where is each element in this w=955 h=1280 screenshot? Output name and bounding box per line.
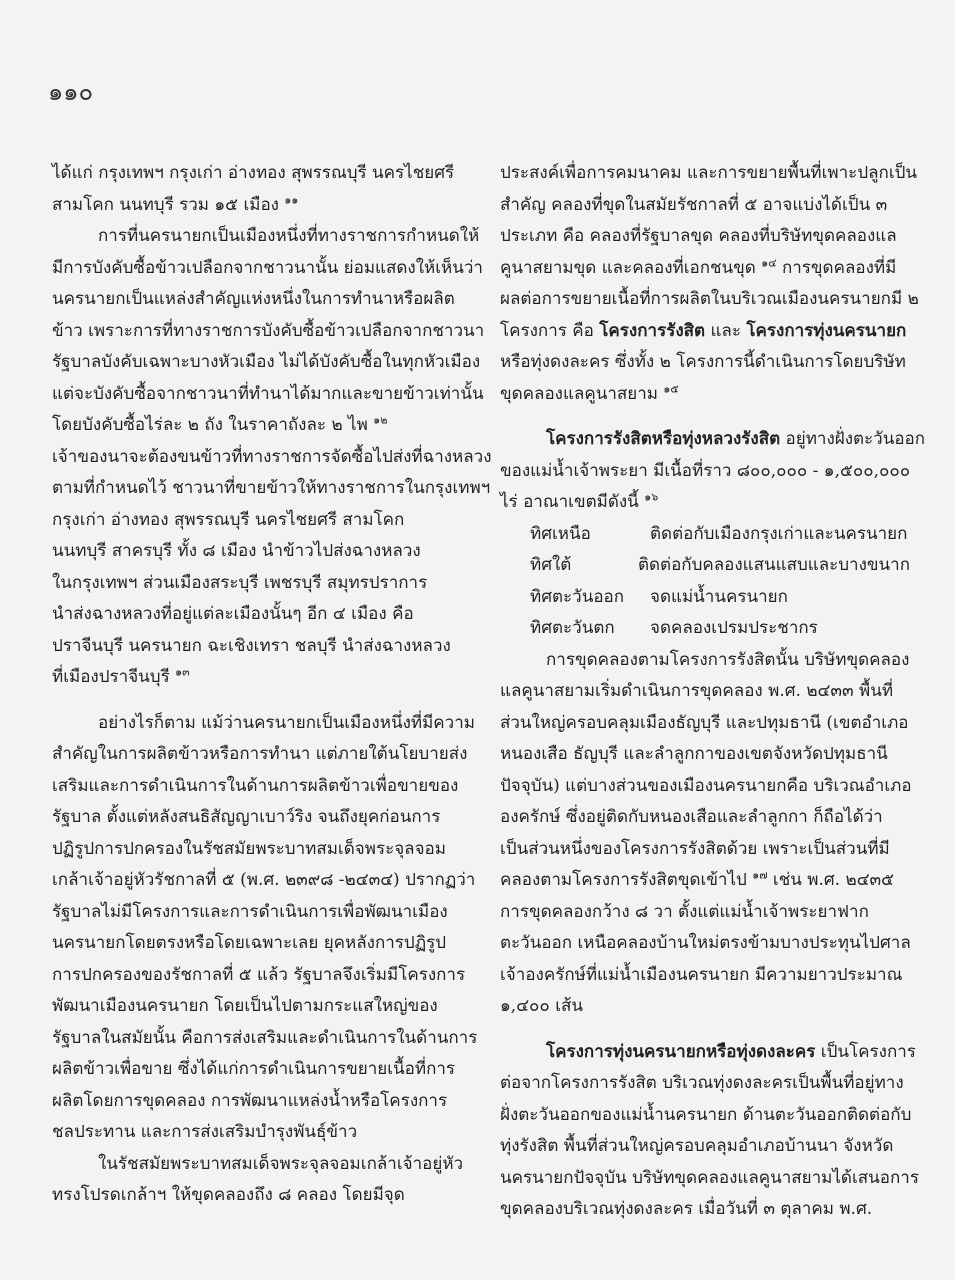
line-text: ในรัชสมัยพระบาทสมเด็จพระจุลจอมเกล้าเจ้าอยู่หัว xyxy=(98,1153,464,1174)
text-line xyxy=(52,253,483,285)
text-line xyxy=(500,190,910,222)
line-text: ทรงโปรดเกล้าฯ ให้ขุดคลองถึง ๘ คลอง โดยมีจุด xyxy=(52,1185,405,1205)
text-line xyxy=(500,928,910,960)
boundary-description: ติดต่อกับคลองแสนแสบและบางขนาก xyxy=(637,555,910,575)
line-text: นครนายกปัจจุบัน บริษัทขุดคลองแลคูนาสยามได้เสนอการ xyxy=(500,1167,919,1188)
project-line xyxy=(500,316,910,348)
line-text: รัฐบาลบังคับเฉพาะบางหัวเมือง ไม่ได้บังคับซื้อในทุกหัวเมือง xyxy=(52,352,481,372)
line-text: ของแม่น้ำเจ้าพระยา มีเนื้อที่ราว ๘๐๐,๐๐๐ - ๑,๕๐๐,๐๐๐ xyxy=(500,460,911,481)
line-text: ชลประทาน และการส่งเสริมบำรุงพันธุ์ข้าว xyxy=(52,1122,358,1142)
line-text: ข้าว เพราะการที่ทางราชการบังคับซื้อข้าวเปลือกจากชาวนา xyxy=(52,320,485,341)
text-line xyxy=(52,739,468,771)
line-text: ประสงค์เพื่อการคมนาคม และการขยายพื้นที่เพาะปลูกเป็น xyxy=(500,163,918,183)
line-text-after: เช่น พ.ศ. ๒๔๓๕ xyxy=(767,870,895,890)
text-line xyxy=(52,190,462,222)
page-number: ๑๑๐ xyxy=(48,78,94,106)
footnote-marker: ๑๖ xyxy=(644,490,659,504)
line-text: รัฐบาลไม่มีโครงการและการดำเนินการเพื่อพัฒนาเมือง xyxy=(52,901,448,922)
nakhon-heading-rest: เป็นโครงการ xyxy=(815,1041,916,1062)
text-line xyxy=(500,708,910,740)
text-line xyxy=(52,221,480,253)
line-text: เจ้าของนาจะต้องขนข้าวที่ทางราชการจัดซื้อไปส่งที่ฉางหลวง xyxy=(52,446,492,467)
line-text: องครักษ์ ซึ่งอยู่ติดกับหนองเสือและลำลูกกา ก็ถือได้ว่า xyxy=(500,807,883,827)
line-text: ทุ่งรังสิต พื้นที่ส่วนใหญ่ครอบคลุมอำเภอบ้านนา จังหวัด xyxy=(500,1136,894,1156)
text-line xyxy=(52,1149,462,1181)
line-text: ขุดคลองบริเวณทุ่งดงละคร เมื่อวันที่ ๓ ตุลาคม พ.ศ. xyxy=(500,1199,873,1219)
rangsit-heading-rest: อยู่ทางฝั่งตะวันออก xyxy=(780,429,926,449)
boundary-direction: ทิศใต้ xyxy=(530,555,572,575)
boundary-description: จดคลองเปรมประชากร xyxy=(650,618,818,638)
rangsit-heading-title: โครงการรังสิตหรือทุ่งหลวงรังสิต xyxy=(546,429,781,449)
text-line xyxy=(500,645,910,677)
text-line xyxy=(500,676,910,708)
line-text: ส่วนใหญ่ครอบคลุมเมืองธัญบุรี และปทุมธานี (เขตอำเภอ xyxy=(500,712,909,733)
boundary-row xyxy=(500,582,910,614)
line-text: นครนายกโดยตรงหรือโดยเฉพาะเลย ยุคหลังการปฏิรูป xyxy=(52,933,447,953)
text-line xyxy=(52,928,462,960)
line-text: คูนาสยามขุด และคลองที่เอกชนขุด xyxy=(500,257,756,278)
text-line xyxy=(52,442,492,474)
text-line xyxy=(500,158,918,190)
line-text: ในกรุงเทพฯ ส่วนเมืองสระบุรี เพชรบุรี สมุทรปราการ xyxy=(52,572,428,593)
text-line xyxy=(52,410,462,442)
boundary-row xyxy=(500,550,910,582)
line-text: ฝั่งตะวันออกของแม่น้ำนครนายก ด้านตะวันออกติดต่อกับ xyxy=(500,1104,912,1125)
text-line xyxy=(52,960,466,992)
text-line xyxy=(500,456,910,488)
text-line xyxy=(52,379,484,411)
line-text-after: การขุดคลองที่มี xyxy=(776,257,897,278)
text-line xyxy=(500,865,910,897)
line-text: รัฐบาลในสมัยนั้น คือการส่งเสริมและดำเนินการในด้านการ xyxy=(52,1027,478,1048)
text-line xyxy=(52,568,462,600)
text-line xyxy=(52,802,462,834)
text-line xyxy=(500,379,910,411)
footnote-marker: ๑๔ xyxy=(761,255,777,269)
line-text: การขุดคลองตามโครงการรังสิตนั้น บริษัทขุดคลอง xyxy=(546,649,910,670)
boundary-row xyxy=(500,613,910,645)
text-line xyxy=(500,253,910,285)
text-line xyxy=(52,536,462,568)
project-line-mid: และ xyxy=(705,320,747,341)
line-text: การปกครองของรัชกาลที่ ๕ แล้ว รัฐบาลจึงเริ่มมีโครงการ xyxy=(52,964,466,985)
text-line xyxy=(52,347,481,379)
line-text: คลองตามโครงการรังสิตขุดเข้าไป xyxy=(500,870,747,890)
text-line xyxy=(52,158,462,190)
line-text: แต่จะบังคับซื้อจากชาวนาที่ทำนาได้มากและขายข้าวเท่านั้น xyxy=(52,383,484,404)
line-text: ไร่ อาณาเขตมีดังนี้ xyxy=(500,492,639,512)
nakhon-heading xyxy=(500,1037,916,1069)
line-text: รัฐบาล ตั้งแต่หลังสนธิสัญญาเบาว์ริง จนถึงยุคก่อนการ xyxy=(52,807,441,827)
line-text: ปฏิรูปการปกครองในรัชสมัยพระบาทสมเด็จพระจุลจอม xyxy=(52,838,446,859)
line-text: นครนายกเป็นแหล่งสำคัญแห่งหนึ่งในการทำนาหรือผลิต xyxy=(52,289,455,309)
boundary-direction: ทิศตะวันตก xyxy=(530,618,615,638)
text-line xyxy=(500,1131,910,1163)
line-text: ประเภท คือ คลองที่รัฐบาลขุด คลองที่บริษัทขุดคลองแล xyxy=(500,226,897,246)
line-text: ปราจีนบุรี นครนายก ฉะเชิงเทรา ชลบุรี นำส่งฉางหลวง xyxy=(52,635,451,656)
text-line xyxy=(500,1163,919,1195)
text-line xyxy=(52,1180,462,1212)
line-text: สำคัญ คลองที่ขุดในสมัยรัชกาลที่ ๕ อาจแบ่งได้เป็น ๓ xyxy=(500,194,888,215)
line-text: แลคูนาสยามเริ่มดำเนินการขุดคลอง พ.ศ. ๒๔๓๓ พื้นที่ xyxy=(500,681,894,701)
line-text: พัฒนาเมืองนครนายก โดยเป็นไปตามกระแสใหญ่ของ xyxy=(52,996,438,1016)
line-text: ผลิตข้าวเพื่อขาย ซึ่งได้แก่การดำเนินการขยายเนื้อที่การ xyxy=(52,1059,456,1079)
text-line xyxy=(500,960,910,992)
line-text: เป็นส่วนหนึ่งของโครงการรังสิตด้วย เพราะเป็นส่วนที่มี xyxy=(500,838,890,859)
line-text: ขุดคลองแลคูนาสยาม xyxy=(500,383,658,404)
line-text: ที่เมืองปราจีนบุรี xyxy=(52,667,170,687)
text-line xyxy=(52,473,491,505)
line-text: ปัจจุบัน) แต่บางส่วนของเมืองนครนายกคือ บริเวณอำเภอ xyxy=(500,775,912,796)
line-text: ผลิตโดยการขุดคลอง การพัฒนาแหล่งน้ำหรือโครงการ xyxy=(52,1090,448,1111)
text-line xyxy=(52,708,475,740)
line-text: อย่างไรก็ตาม แม้ว่านครนายกเป็นเมืองหนึ่งที่มีความ xyxy=(98,712,475,733)
right-column xyxy=(500,158,926,1226)
line-text: ตะวันออก เหนือคลองบ้านใหม่ตรงข้ามบางประทุนไปศาล xyxy=(500,933,911,953)
line-text: ต่อจากโครงการรังสิต บริเวณทุ่งดงละครเป็นพื้นที่อยู่ทาง xyxy=(500,1073,904,1093)
line-text: โดยบังคับซื้อไร่ละ ๒ ถัง ในราคาถังละ ๒ ไพ xyxy=(52,415,368,435)
text-line xyxy=(52,284,462,316)
text-line xyxy=(500,347,910,379)
line-text: เจ้าองครักษ์ที่แม่น้ำเมืองนครนายก มีความยาวประมาณ xyxy=(500,964,903,985)
text-line xyxy=(52,865,476,897)
boundary-direction: ทิศตะวันออก xyxy=(530,586,625,607)
text-line xyxy=(500,487,910,519)
footnote-marker: ๑๓ xyxy=(175,665,190,679)
line-text: นำส่งฉางหลวงที่อยู่แต่ละเมืองนั้นๆ อีก ๔ เมือง คือ xyxy=(52,604,414,624)
text-line xyxy=(52,316,485,348)
boundary-direction: ทิศเหนือ xyxy=(530,523,591,544)
footnote-marker: ๑๗ xyxy=(752,868,768,882)
line-text: กรุงเก่า อ่างทอง สุพรรณบุรี นครไชยศรี สามโคก xyxy=(52,509,405,530)
text-line xyxy=(500,834,910,866)
text-line xyxy=(500,802,910,834)
line-text: สำคัญในการผลิตข้าวหรือการทำนา แต่ภายใต้นโยบายส่ง xyxy=(52,744,468,764)
project-line-prefix: โครงการ คือ xyxy=(500,320,600,341)
boundaries-list xyxy=(500,519,910,645)
line-text: ได้แก่ กรุงเทพฯ กรุงเก่า อ่างทอง สุพรรณบุรี นครไชยศรี xyxy=(52,163,455,183)
text-line xyxy=(500,991,910,1023)
line-text: ตามที่กำหนดไว้ ชาวนาที่ขายข้าวให้ทางราชการในกรุงเทพฯ xyxy=(52,478,491,498)
text-line xyxy=(500,284,919,316)
text-line xyxy=(52,991,462,1023)
rangsit-project-name: โครงการรังสิต xyxy=(599,320,706,341)
nakhon-heading-title: โครงการทุ่งนครนายกหรือทุ่งดงละคร xyxy=(546,1041,816,1062)
footnote-marker: ๑๑ xyxy=(284,192,299,206)
text-line xyxy=(500,1100,910,1132)
left-column xyxy=(52,158,492,1212)
text-line xyxy=(500,221,910,253)
boundary-description: จดแม่น้ำนครนายก xyxy=(650,586,788,607)
text-line xyxy=(500,1194,910,1226)
text-line xyxy=(500,739,910,771)
line-text: หนองเสือ ธัญบุรี และลำลูกกาของเขตจังหวัดปทุมธานี xyxy=(500,744,888,764)
text-line xyxy=(52,662,462,694)
text-line xyxy=(52,631,462,663)
text-line xyxy=(52,771,462,803)
line-text: การขุดคลองกว้าง ๘ วา ตั้งแต่แม่น้ำเจ้าพระยาฟาก xyxy=(500,901,869,922)
line-text: เกล้าเจ้าอยู่หัวรัชกาลที่ ๕ (พ.ศ. ๒๓๙๘ -๒๔๓๔) ปรากฏว่า xyxy=(52,870,476,890)
boundary-row xyxy=(500,519,910,551)
boundary-description: ติดต่อกับเมืองกรุงเก่าและนครนายก xyxy=(650,523,908,544)
text-line xyxy=(52,1054,462,1086)
line-text: มีการบังคับซื้อข้าวเปลือกจากชาวนานั้น ย่อมแสดงให้เห็นว่า xyxy=(52,257,483,278)
text-line xyxy=(52,834,462,866)
line-text: นนทบุรี สาครบุรี ทั้ง ๘ เมือง นำข้าวไปส่งฉางหลวง xyxy=(52,541,421,561)
line-text: ผลต่อการขยายเนื้อที่การผลิตในบริเวณเมืองนครนายกมี ๒ xyxy=(500,289,919,309)
text-line xyxy=(52,1023,478,1055)
text-line xyxy=(52,599,462,631)
line-text: เสริมและการดำเนินการในด้านการผลิตข้าวเพื่อขายของ xyxy=(52,775,459,796)
text-line xyxy=(52,1117,462,1149)
text-line xyxy=(500,897,910,929)
text-line xyxy=(52,897,462,929)
nakhon-project-name: โครงการทุ่งนครนายก xyxy=(746,320,907,341)
footnote-marker: ๑๕ xyxy=(663,381,679,395)
footnote-marker: ๑๒ xyxy=(373,413,388,427)
line-text: ๑,๔๐๐ เส้น xyxy=(500,996,584,1016)
rangsit-heading xyxy=(500,424,926,456)
line-text: การที่นครนายกเป็นเมืองหนึ่งที่ทางราชการกำหนดให้ xyxy=(98,226,480,246)
line-text: หรือทุ่งดงละคร ซึ่งทั้ง ๒ โครงการนี้ดำเนินการโดยบริษัท xyxy=(500,352,906,372)
text-line xyxy=(500,771,910,803)
text-line xyxy=(52,1086,462,1118)
line-text: สามโคก นนทบุรี รวม ๑๕ เมือง xyxy=(52,194,279,215)
text-line xyxy=(52,505,462,537)
text-line xyxy=(500,1068,910,1100)
